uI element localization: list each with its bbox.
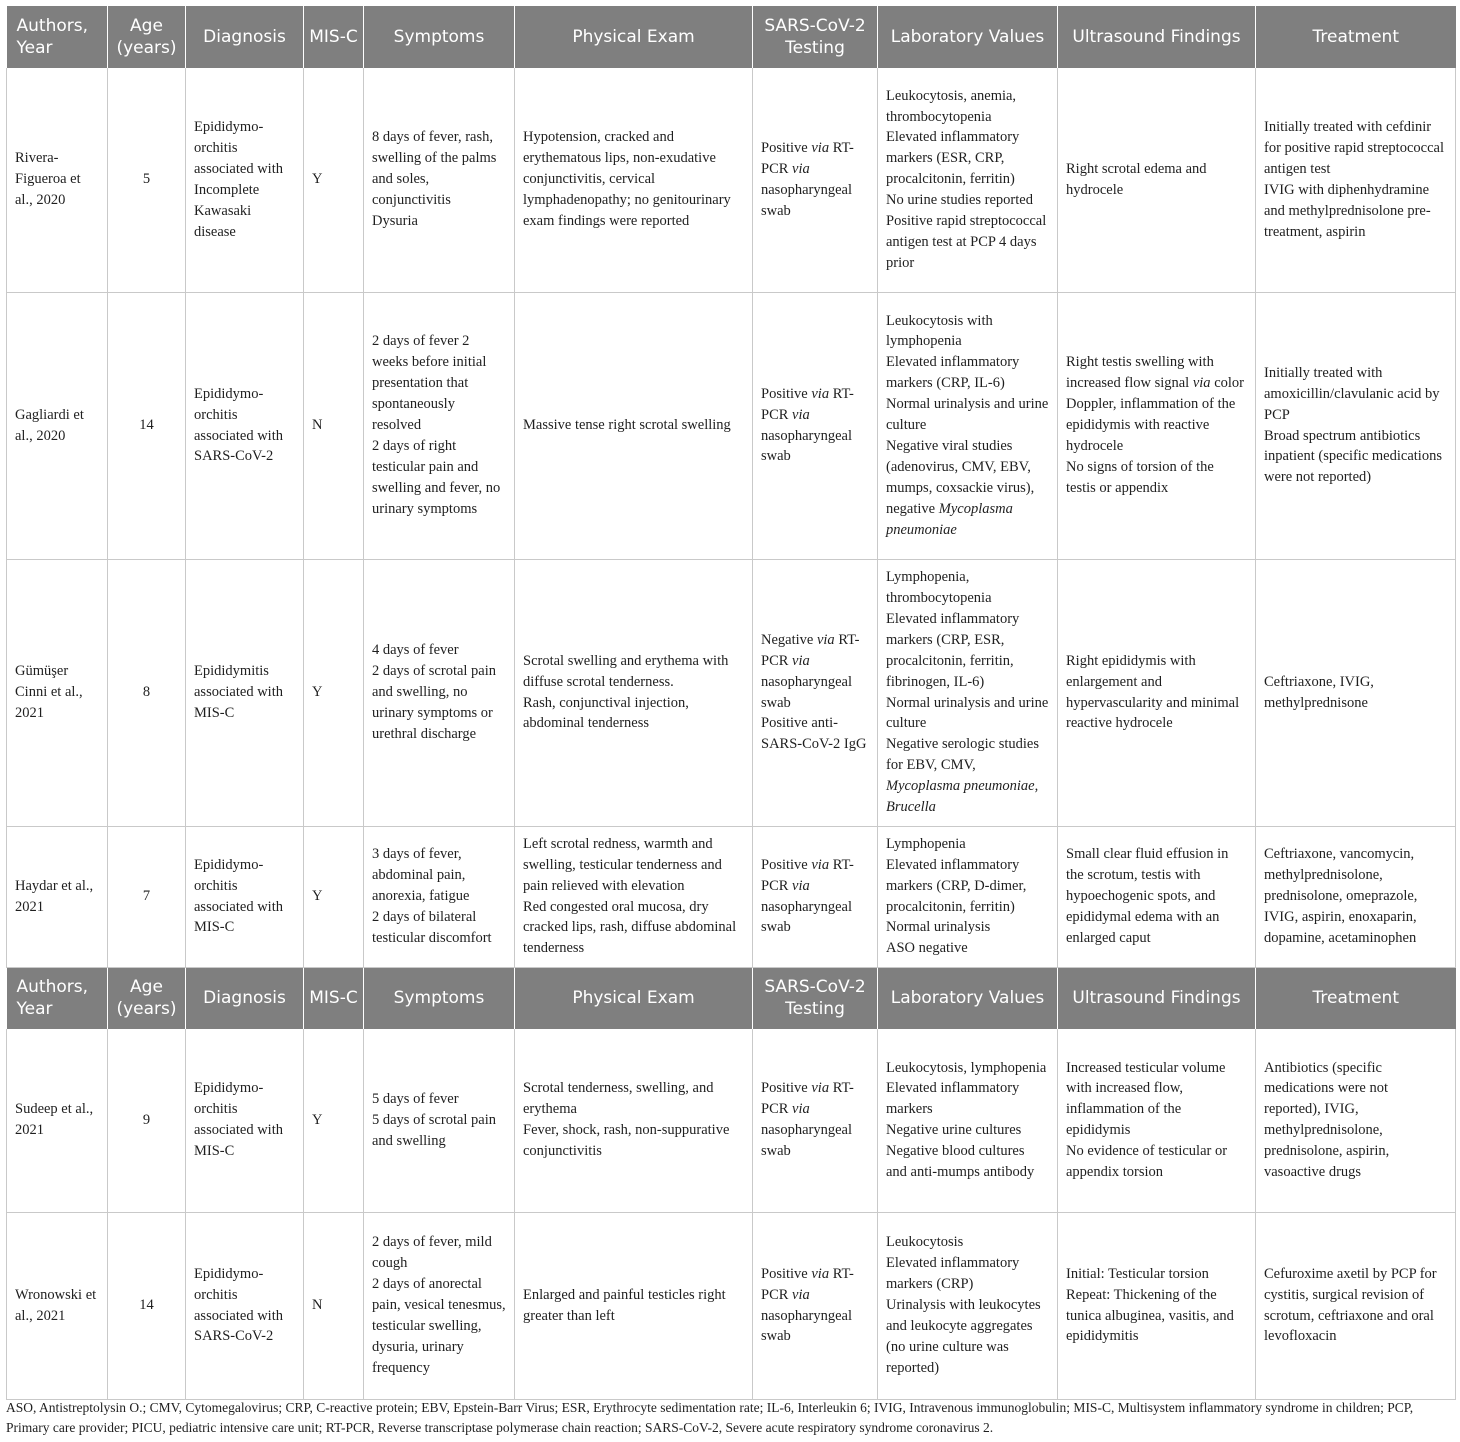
cell-sars: [753, 68, 878, 292]
cell-age: 8: [108, 559, 186, 826]
col-header-physical-exam: Physical Exam: [515, 967, 753, 1029]
cell-labs: [878, 1029, 1058, 1212]
cell-line: Small clear fluid effusion in the scrotum, testis with hypoechogenic spots, and epididymal edema with an enlarged caput: [1066, 846, 1229, 946]
cell-line: Rash, conjunctival injection, abdominal tenderness: [523, 694, 689, 732]
cell-ultrasound: [1058, 1029, 1256, 1212]
cell-ultrasound: [1058, 68, 1256, 292]
col-header-authors: Authors, Year: [7, 6, 108, 68]
cell-line: Normal urinalysis and urine culture: [886, 396, 1049, 434]
cell-line: No signs of torsion of the testis or appendix: [1066, 458, 1214, 496]
cell-line: 2 days of bilateral testicular discomfort: [372, 908, 492, 946]
col-header-lab-values: Laboratory Values: [878, 6, 1058, 68]
cell-line: Elevated inflammatory markers (CRP, IL-6): [886, 354, 1020, 392]
cell-misc: N: [304, 1212, 364, 1399]
cell-age: 14: [108, 292, 186, 559]
cell-ultrasound: [1058, 559, 1256, 826]
cell-line: Ceftriaxone, vancomycin, methylprednisolone, prednisolone, omeprazole, IVIG, aspirin, enoxaparin, dopamine, acetaminophen: [1264, 846, 1418, 946]
cell-ultrasound: [1058, 292, 1256, 559]
cell-line: Urinalysis with leukocytes and leukocyte aggregates (no urine culture was reported): [886, 1297, 1041, 1376]
col-header-sars-testing: SARS-CoV-2 Testing: [753, 967, 878, 1029]
cell-line: Dysuria: [372, 213, 418, 230]
cell-line: Elevated inflammatory markers (CRP): [886, 1255, 1020, 1293]
table-container: [6, 6, 1455, 1400]
cell-authors: Wronowski et al., 2021: [7, 1212, 108, 1399]
cell-line: 4 days of fever: [372, 642, 459, 659]
cell-authors: Rivera-Figueroa et al., 2020: [7, 68, 108, 292]
cell-physical: [515, 1029, 753, 1212]
cell-line: 5 days of fever: [372, 1090, 459, 1107]
cell-line: Enlarged and painful testicles right greater than left: [523, 1286, 726, 1324]
cell-line: 2 days of scrotal pain and swelling, no urinary symptoms or urethral discharge: [372, 663, 497, 742]
col-header-misc: MIS-C: [304, 967, 364, 1029]
cell-line: No urine studies reported: [886, 192, 1033, 209]
cell-treatment: [1256, 1029, 1456, 1212]
cell-sars: [753, 559, 878, 826]
cell-sars: [753, 1212, 878, 1399]
cell-line: Elevated inflammatory markers (ESR, CRP, procalcitonin, ferritin): [886, 129, 1020, 188]
col-header-treatment: Treatment: [1256, 6, 1456, 68]
cell-physical: [515, 559, 753, 826]
cell-treatment: [1256, 559, 1456, 826]
cell-line: Elevated inflammatory markers (CRP, D-dimer, procalcitonin, ferritin): [886, 856, 1027, 915]
cell-line: Hypotension, cracked and erythematous lips, non-exudative conjunctivitis, cervical lymphadenopathy; no genitourinary exam findings were reported: [523, 129, 731, 230]
cell-line: Cefuroxime axetil by PCP for cystitis, surgical revision of scrotum, ceftriaxone and oral levofloxacin: [1264, 1265, 1437, 1345]
cell-authors: Gümüşer Cinni et al., 2021: [7, 559, 108, 826]
col-header-diagnosis: Diagnosis: [186, 967, 304, 1029]
cell-line: Right scrotal edema and hydrocele: [1066, 160, 1207, 198]
cell-line: Negative blood cultures and anti-mumps antibody: [886, 1143, 1035, 1181]
cell-ultrasound: [1058, 826, 1256, 967]
cell-line: Leukocytosis: [886, 1234, 964, 1251]
cell-line: Elevated inflammatory markers (CRP, ESR, procalcitonin, ferritin, fibrinogen, IL-6): [886, 610, 1020, 690]
cell-diagnosis: Epididymo-orchitis associated with SARS-CoV-2: [186, 1212, 304, 1399]
table-row: [7, 292, 1456, 559]
cell-line: Increased testicular volume with increased flow, inflammation of the epididymis: [1066, 1059, 1226, 1139]
cell-sars: [753, 1029, 878, 1212]
col-header-authors: Authors, Year: [7, 967, 108, 1029]
cell-line: 5 days of scrotal pain and swelling: [372, 1111, 497, 1149]
cell-line: Positive anti-SARS-CoV-2 IgG: [761, 715, 867, 753]
cell-line: Lymphopenia, thrombocytopenia: [886, 569, 992, 606]
cell-symptoms: [364, 559, 515, 826]
cell-line: IVIG with diphenhydramine and methylprednisolone pre-treatment, aspirin: [1264, 181, 1431, 240]
cell-treatment: [1256, 292, 1456, 559]
col-header-lab-values: Laboratory Values: [878, 967, 1058, 1029]
cell-misc: Y: [304, 68, 364, 292]
cell-line: 8 days of fever, rash, swelling of the palms and soles, conjunctivitis: [372, 129, 497, 209]
cell-diagnosis: Epididymo-orchitis associated with MIS-C: [186, 826, 304, 967]
cell-treatment: [1256, 68, 1456, 292]
col-header-sars-testing: SARS-CoV-2 Testing: [753, 6, 878, 68]
cell-line: Fever, shock, rash, non-suppurative conjunctivitis: [523, 1122, 730, 1160]
cell-line: Negative viral studies (adenovirus, CMV, EBV, mumps, coxsackie virus), negative Mycoplasma pneumoniae: [886, 437, 1035, 538]
cell-line: No evidence of testicular or appendix torsion: [1066, 1143, 1228, 1181]
cell-line: Red congested oral mucosa, dry cracked lips, rash, diffuse abdominal tenderness: [523, 898, 737, 957]
cell-line: Lymphopenia: [886, 835, 966, 852]
cell-line: Positive via RT-PCR via nasopharyngeal swab: [761, 856, 854, 936]
cell-authors: Sudeep et al., 2021: [7, 1029, 108, 1212]
cell-labs: [878, 1212, 1058, 1399]
cell-labs: [878, 559, 1058, 826]
header-row: [7, 6, 1456, 68]
case-table: [6, 6, 1456, 1400]
cell-line: Negative serologic studies for EBV, CMV, Mycoplasma pneumoniae, Brucella: [886, 736, 1040, 816]
col-header-age: Age (years): [108, 967, 186, 1029]
cell-line: Left scrotal redness, warmth and swelling, testicular tenderness and pain relieved with elevation: [523, 835, 722, 894]
cell-line: Negative urine cultures: [886, 1122, 1022, 1139]
cell-line: 2 days of fever, mild cough: [372, 1234, 492, 1272]
cell-physical: [515, 826, 753, 967]
cell-line: Antibiotics (specific medications were not reported), IVIG, methylprednisolone, prednisolone, aspirin, vasoactive drugs: [1264, 1059, 1390, 1181]
cell-line: Initially treated with cefdinir for positive rapid streptococcal antigen test: [1264, 119, 1444, 177]
cell-diagnosis: Epididymitis associated with MIS-C: [186, 559, 304, 826]
cell-age: 5: [108, 68, 186, 292]
cell-line: Initial: Testicular torsion: [1066, 1265, 1209, 1282]
cell-age: 9: [108, 1029, 186, 1212]
cell-age: 7: [108, 826, 186, 967]
col-header-treatment: Treatment: [1256, 967, 1456, 1029]
cell-sars: [753, 292, 878, 559]
cell-line: Positive via RT-PCR via nasopharyngeal swab: [761, 1265, 854, 1345]
cell-line: Leukocytosis with lymphopenia: [886, 312, 993, 350]
cell-line: Right testis swelling with increased flow signal via color Doppler, inflammation of the epididymis with reactive hydrocele: [1066, 354, 1244, 454]
cell-treatment: [1256, 826, 1456, 967]
col-header-diagnosis: Diagnosis: [186, 6, 304, 68]
cell-physical: [515, 68, 753, 292]
cell-line: Negative via RT-PCR via nasopharyngeal swab: [761, 631, 860, 711]
cell-sars: [753, 826, 878, 967]
table-row: [7, 1212, 1456, 1399]
col-header-age: Age (years): [108, 6, 186, 68]
cell-misc: Y: [304, 1029, 364, 1212]
cell-physical: [515, 292, 753, 559]
cell-line: Positive via RT-PCR via nasopharyngeal swab: [761, 385, 854, 465]
cell-labs: [878, 68, 1058, 292]
cell-physical: [515, 1212, 753, 1399]
col-header-symptoms: Symptoms: [364, 6, 515, 68]
table-row: [7, 559, 1456, 826]
cell-line: 2 days of right testicular pain and swelling and fever, no urinary symptoms: [372, 437, 501, 517]
cell-diagnosis: Epididymo-orchitis associated with Incomplete Kawasaki disease: [186, 68, 304, 292]
cell-misc: Y: [304, 826, 364, 967]
cell-line: Positive via RT-PCR via nasopharyngeal swab: [761, 139, 854, 219]
cell-symptoms: [364, 68, 515, 292]
col-header-misc: MIS-C: [304, 6, 364, 68]
col-header-symptoms: Symptoms: [364, 967, 515, 1029]
col-header-physical-exam: Physical Exam: [515, 6, 753, 68]
table-row: [7, 68, 1456, 292]
cell-line: Normal urinalysis and urine culture: [886, 694, 1049, 732]
cell-line: Positive via RT-PCR via nasopharyngeal swab: [761, 1080, 854, 1160]
cell-line: Initially treated with amoxicillin/clavulanic acid by PCP: [1264, 364, 1440, 423]
table-footnote: ASO, Antistreptolysin O.; CMV, Cytomegalovirus; CRP, C-reactive protein; EBV, Epstein-Barr Virus; ESR, Erythrocyte sedimentation rate; IL-6, Interleukin 6; IVIG, Intravenous immunoglobulin; MIS-C, Multisystem inflammatory syndrome in children; PCP, Primary care provider; PICU, pediatric intensive care unit; RT-PCR, Reverse transcriptase polymerase chain reaction; SARS-CoV-2, Severe acute respiratory syndrome coronavirus 2.: [6, 1400, 1414, 1435]
cell-misc: Y: [304, 559, 364, 826]
cell-line: 2 days of anorectal pain, vesical tenesmus, testicular swelling, dysuria, urinary frequency: [372, 1276, 506, 1376]
cell-diagnosis: Epididymo-orchitis associated with SARS-CoV-2: [186, 292, 304, 559]
header-row-repeat: [7, 967, 1456, 1029]
cell-line: Massive tense right scrotal swelling: [523, 417, 731, 434]
cell-symptoms: [364, 826, 515, 967]
cell-line: Scrotal tenderness, swelling, and erythema: [523, 1080, 714, 1118]
cell-symptoms: [364, 292, 515, 559]
cell-authors: Gagliardi et al., 2020: [7, 292, 108, 559]
cell-line: Elevated inflammatory markers: [886, 1080, 1020, 1118]
cell-line: Right epididymis with enlargement and hypervascularity and minimal reactive hydrocele: [1066, 652, 1240, 732]
cell-symptoms: [364, 1029, 515, 1212]
cell-line: 3 days of fever, abdominal pain, anorexia, fatigue: [372, 846, 470, 905]
cell-line: Normal urinalysis: [886, 919, 991, 936]
cell-age: 14: [108, 1212, 186, 1399]
cell-line: Scrotal swelling and erythema with diffuse scrotal tenderness.: [523, 652, 729, 690]
table-row: [7, 1029, 1456, 1212]
col-header-ultrasound: Ultrasound Findings: [1058, 967, 1256, 1029]
cell-symptoms: [364, 1212, 515, 1399]
cell-authors: Haydar et al., 2021: [7, 826, 108, 967]
table-row: [7, 826, 1456, 967]
cell-misc: N: [304, 292, 364, 559]
cell-line: Ceftriaxone, IVIG, methylprednisone: [1264, 673, 1374, 711]
cell-treatment: [1256, 1212, 1456, 1399]
cell-line: Leukocytosis, lymphopenia: [886, 1059, 1047, 1076]
table-body: [7, 6, 1456, 1399]
cell-line: ASO negative: [886, 940, 968, 957]
cell-ultrasound: [1058, 1212, 1256, 1399]
cell-labs: [878, 826, 1058, 967]
cell-line: Broad spectrum antibiotics inpatient (specific medications were not reported): [1264, 427, 1442, 486]
cell-labs: [878, 292, 1058, 559]
col-header-ultrasound: Ultrasound Findings: [1058, 6, 1256, 68]
cell-line: Positive rapid streptococcal antigen test at PCP 4 days prior: [886, 213, 1047, 271]
cell-diagnosis: Epididymo-orchitis associated with MIS-C: [186, 1029, 304, 1212]
cell-line: Repeat: Thickening of the tunica albuginea, vasitis, and epididymitis: [1066, 1286, 1234, 1345]
cell-line: 2 days of fever 2 weeks before initial presentation that spontaneously resolved: [372, 333, 487, 434]
cell-line: Leukocytosis, anemia, thrombocytopenia: [886, 87, 1017, 125]
